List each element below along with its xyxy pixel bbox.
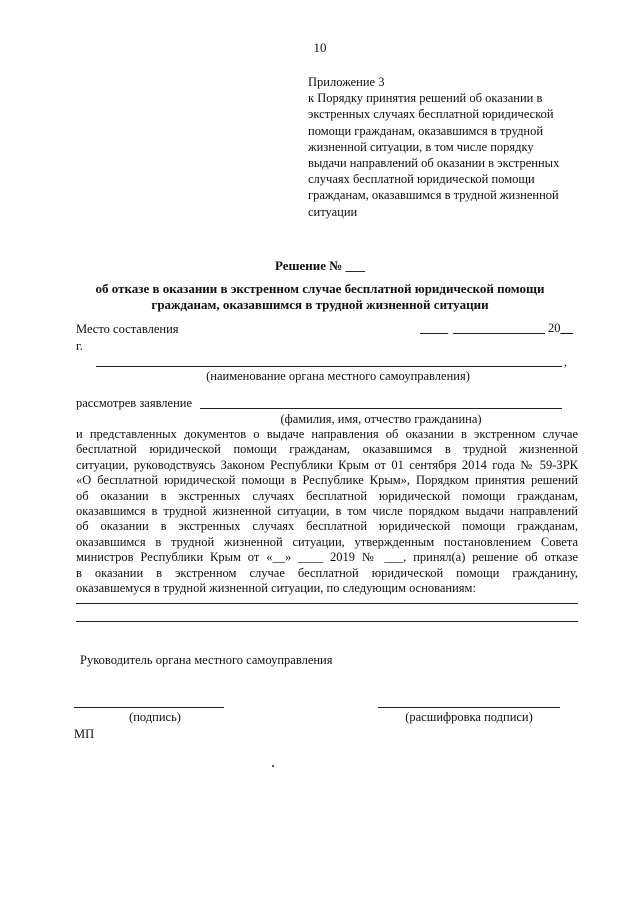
decision-subtitle xyxy=(0,281,640,312)
head-label: Руководитель органа местного самоуправления xyxy=(80,653,333,667)
body-text xyxy=(76,427,578,596)
fio-caption: (фамилия, имя, отчество гражданина) xyxy=(280,412,482,426)
stamp-label: МП xyxy=(74,727,95,741)
body-line: оказавшимся в трудной жизненной ситуации, утвержденным постановлением Совета xyxy=(76,534,578,549)
body-line: ситуации, руководствуясь Законом Республики Крым от 01 сентября 2014 года № 59-ЗРК xyxy=(76,457,578,472)
subtitle-line: об отказе в оказании в экстренном случае бесплатной юридической помощи xyxy=(95,281,545,296)
date-month-line xyxy=(453,333,545,334)
appendix-line: гражданам, оказавшимся в трудной жизненной xyxy=(308,188,559,203)
body-line: «О бесплатной юридической помощи в Республике Крым», Порядком принятия решений xyxy=(76,473,578,488)
subtitle-line: гражданам, оказавшимся в трудной жизненной ситуации xyxy=(151,296,489,312)
date-year: 20__ xyxy=(548,321,573,335)
body-line: об оказании в экстренных случаях бесплатной юридической помощи гражданам, xyxy=(76,488,578,503)
appendix-line: жизненной ситуации, в том числе порядку xyxy=(308,139,534,154)
authority-caption: (наименование органа местного самоуправления) xyxy=(206,369,470,383)
page-number: 10 xyxy=(313,40,327,55)
authority-line xyxy=(96,366,562,367)
body-line: оказавшемуся в трудной жизненной ситуации, по следующим основаниям: xyxy=(76,581,476,596)
dot-mark xyxy=(272,765,274,767)
place-label-city: г. xyxy=(76,339,83,353)
appendix-line: выдачи направлений об оказании в экстренных xyxy=(308,156,560,171)
decoding-line xyxy=(378,707,560,708)
appendix-line: Приложение 3 xyxy=(308,75,385,89)
appendix-block xyxy=(308,74,598,220)
body-line: оказавшимся в трудной жизненной ситуации, в том числе порядком выдачи направлений xyxy=(76,504,578,519)
grounds-line-2 xyxy=(76,621,578,622)
decoding-caption: (расшифровка подписи) xyxy=(405,710,533,724)
decision-title: Решение № ___ xyxy=(274,258,366,273)
place-label-line: Место составления xyxy=(76,322,179,336)
authority-comma: , xyxy=(564,355,568,369)
body-line: об оказании в экстренных случаях бесплатной юридической помощи гражданам, xyxy=(76,519,578,534)
signature-line xyxy=(74,707,224,708)
appendix-line: помощи гражданам, оказавшимся в трудной xyxy=(308,123,544,138)
appendix-line: к Порядку принятия решений об оказании в xyxy=(308,91,543,106)
appendix-line: ситуации xyxy=(308,204,358,219)
applicant-line xyxy=(200,408,562,409)
body-line: бесплатной юридической помощи гражданам, оказавшимся в трудной жизненной xyxy=(76,442,578,457)
appendix-line: случаях бесплатной юридической помощи xyxy=(308,172,535,187)
considered-label: рассмотрев заявление xyxy=(76,396,193,410)
date-day-line xyxy=(420,333,448,334)
grounds-line-1 xyxy=(76,603,578,604)
appendix-line: экстренных случаях бесплатной юридической xyxy=(308,107,554,122)
body-line: в оказании в экстренном случае бесплатной юридической помощи гражданину, xyxy=(76,565,578,580)
body-line: и представленных документов о выдаче направления об оказании в экстренном случае xyxy=(76,427,578,441)
body-line: министров Республики Крым от «__» ____ 2019 № ___, принял(а) решение об отказе xyxy=(76,550,578,565)
signature-caption: (подпись) xyxy=(129,710,181,724)
place-label xyxy=(76,321,179,355)
